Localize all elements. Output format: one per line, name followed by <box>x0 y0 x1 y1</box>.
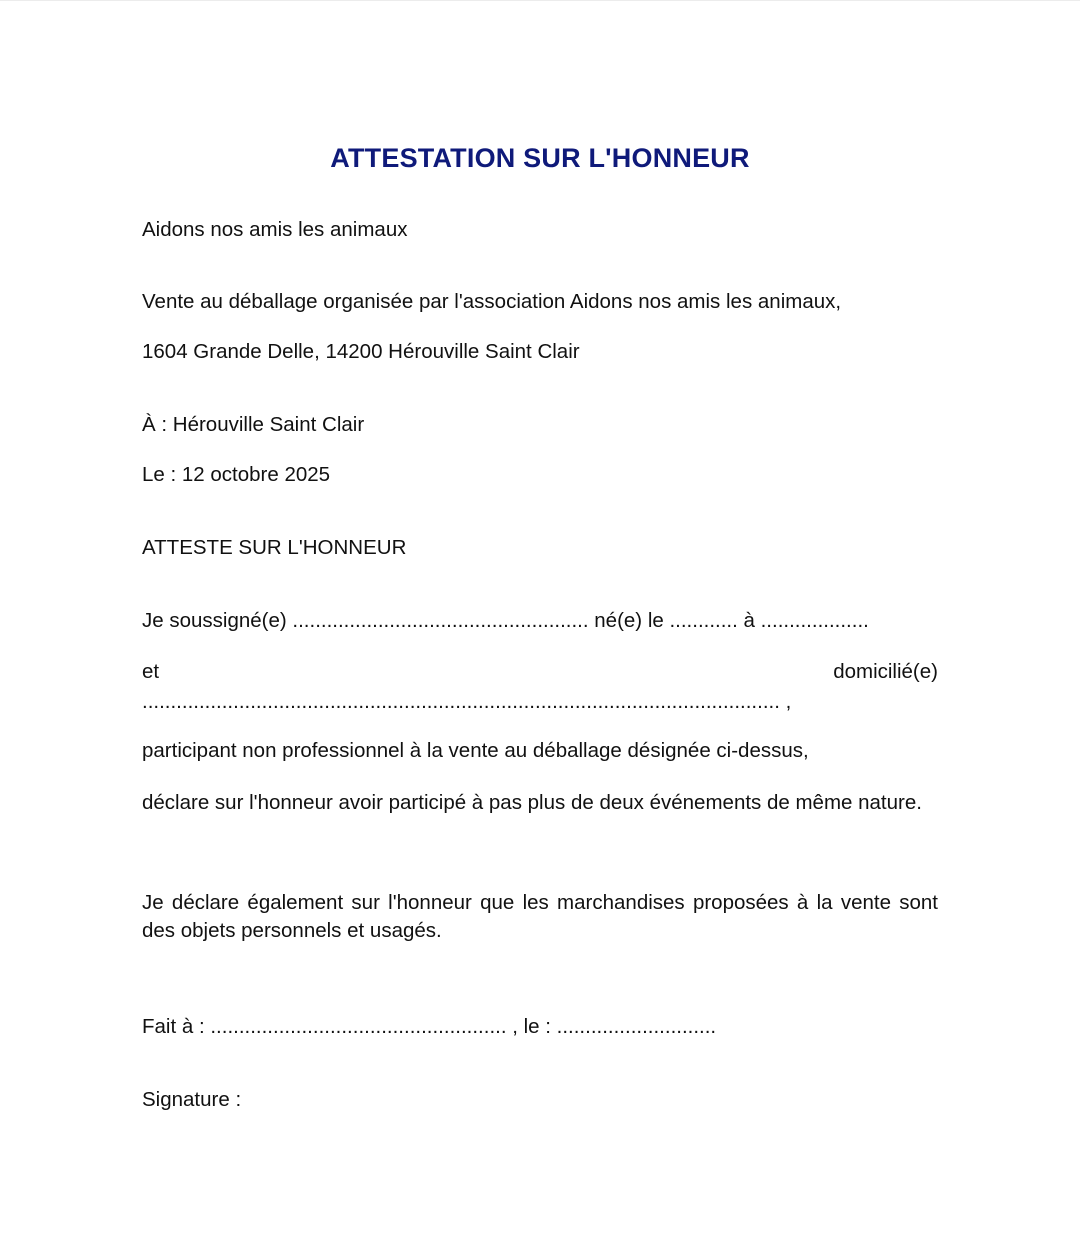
domicile-dots: ................................................................................................................ , <box>142 690 792 713</box>
document-title: ATTESTATION SUR L'HONNEUR <box>330 143 750 173</box>
place-line: À : Hérouville Saint Clair <box>142 413 365 436</box>
association-name: Aidons nos amis les animaux <box>142 218 408 241</box>
attest-heading: ATTESTE SUR L'HONNEUR <box>142 536 407 559</box>
top-border <box>0 0 1080 1</box>
event-description: Vente au déballage organisée par l'association Aidons nos amis les animaux, <box>142 290 842 313</box>
domicile-line <box>142 658 938 686</box>
undersigned-line: Je soussigné(e) .................................................... né(e) le ............ à ................... <box>142 609 869 632</box>
date-line: Le : 12 octobre 2025 <box>142 463 331 486</box>
participant-line: participant non professionnel à la vente au déballage désignée ci-dessus, <box>142 739 809 762</box>
domicile-right-label: domicilié(e) <box>833 660 938 683</box>
signature-label: Signature : <box>142 1088 242 1111</box>
domicile-left-label: et <box>142 660 160 683</box>
declaration-2: Je déclare également sur l'honneur que les marchandises proposées à la vente sont des objets personnels et usagés. <box>142 891 938 942</box>
done-at-line: Fait à : .................................................... , le : ............................ <box>142 1015 717 1038</box>
event-address: 1604 Grande Delle, 14200 Hérouville Saint Clair <box>142 340 580 363</box>
declaration-1: déclare sur l'honneur avoir participé à pas plus de deux événements de même nature. <box>142 791 922 814</box>
